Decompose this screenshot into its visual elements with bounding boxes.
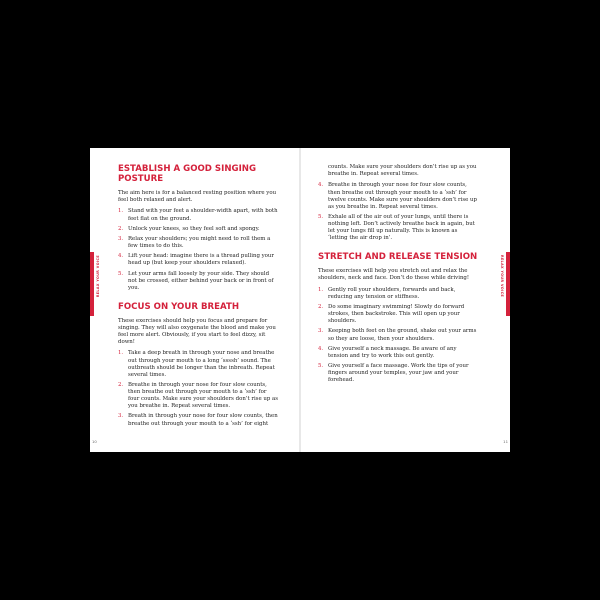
section-heading: FOCUS ON YOUR BREATH [118, 301, 240, 312]
list-item: 4. Lift your head: imagine there is a thread pulling your head up (but keep your shoulders relaxed). [118, 253, 274, 267]
list-item: 2. Breathe in through your nose for four slow counts, then breathe out through your mouth to a ‘ssh’ for four counts. Make sure your shoulders don’t rise up as you breathe in. Repeat several times. [118, 381, 278, 410]
left-column [118, 164, 278, 432]
page-number: 11 [503, 439, 508, 444]
breath-list-continued [318, 182, 478, 242]
section-tab [506, 252, 510, 316]
list-item: 1. Gently roll your shoulders, forwards and back, reducing any tension or stiffness. [318, 286, 456, 300]
breath-list [118, 350, 278, 427]
list-item: 5. Let your arms fall loosely by your side. They should not be crossed, either behind your back or in front of you. [118, 270, 274, 291]
right-column [318, 164, 478, 388]
list-item: 3. Breath in through your nose for four slow counts, then breathe out through your mouth to a ‘ssh’ for eight [118, 413, 278, 427]
list-item: 1. Take a deep breath in through your nose and breathe out through your mouth to a long ‘ssssh’ sound. The outbreath should be longer than the inbreath. Repeat several times. [118, 350, 275, 378]
section-intro: These exercises will help you stretch out and relax the shoulders, neck and face. Don’t do these while driving! [318, 268, 470, 282]
list-item: 5. Exhale all of the air out of your lungs, until there is nothing left. Don’t actively breathe back in again, but let your lungs fill up naturally. This is known as ‘letting the air drop in’. [318, 213, 475, 242]
list-item: 4. Give yourself a neck massage. Be aware of any tension and try to work this out gently. [318, 345, 457, 359]
continued-text: counts. Make sure your shoulders don’t rise up as you breathe in. Repeat several times. [328, 164, 477, 178]
list-item: 2. Unlock your knees, so they feel soft and spongy. [118, 225, 260, 232]
list-item: 2. Do some imaginary swimming! Slowly do forward strokes, then backstroke. This will open up your shoulders. [318, 304, 465, 325]
list-item: 3. Relax your shoulders; you might need to roll them a few times to do this. [118, 235, 271, 250]
list-item: 1. Stand with your feet a shoulder-width apart, with both feet flat on the ground. [118, 208, 278, 222]
page-number: 10 [92, 439, 97, 444]
stretch-list [318, 287, 478, 385]
list-item: 3. Keeping both feet on the ground, shake out your arms so they are loose, then your shoulders. [318, 328, 477, 342]
book-spread [90, 148, 510, 452]
section-tab [90, 252, 94, 316]
left-page [90, 148, 300, 452]
running-head: RELAX YOUR VOICE [500, 255, 504, 298]
section-heading: ESTABLISH A GOOD SINGING POSTURE [118, 164, 257, 184]
section-intro: The aim here is for a balanced resting position where you feel both relaxed and alert. [118, 190, 277, 204]
right-page [300, 148, 510, 452]
list-item: 5. Give yourself a face massage. Work the tips of your fingers around your temples, your jaw and your forehead. [318, 363, 469, 384]
running-head: RELAX YOUR VOICE [96, 255, 100, 298]
section-heading: STRETCH AND RELEASE TENSION [318, 252, 478, 263]
posture-list [118, 208, 278, 291]
list-item: 4. Breathe in through your nose for four slow counts, then breathe out through your mouth to a ‘ssh’ for twelve counts. Make sure your shoulders don’t rise up as you breathe in. Repeat several times. [318, 182, 477, 210]
section-intro: These exercises should help you focus and prepare for singing. They will also oxygenate the blood and make you feel more alert. Obviously, if you start to feel dizzy, sit down! [118, 317, 276, 346]
